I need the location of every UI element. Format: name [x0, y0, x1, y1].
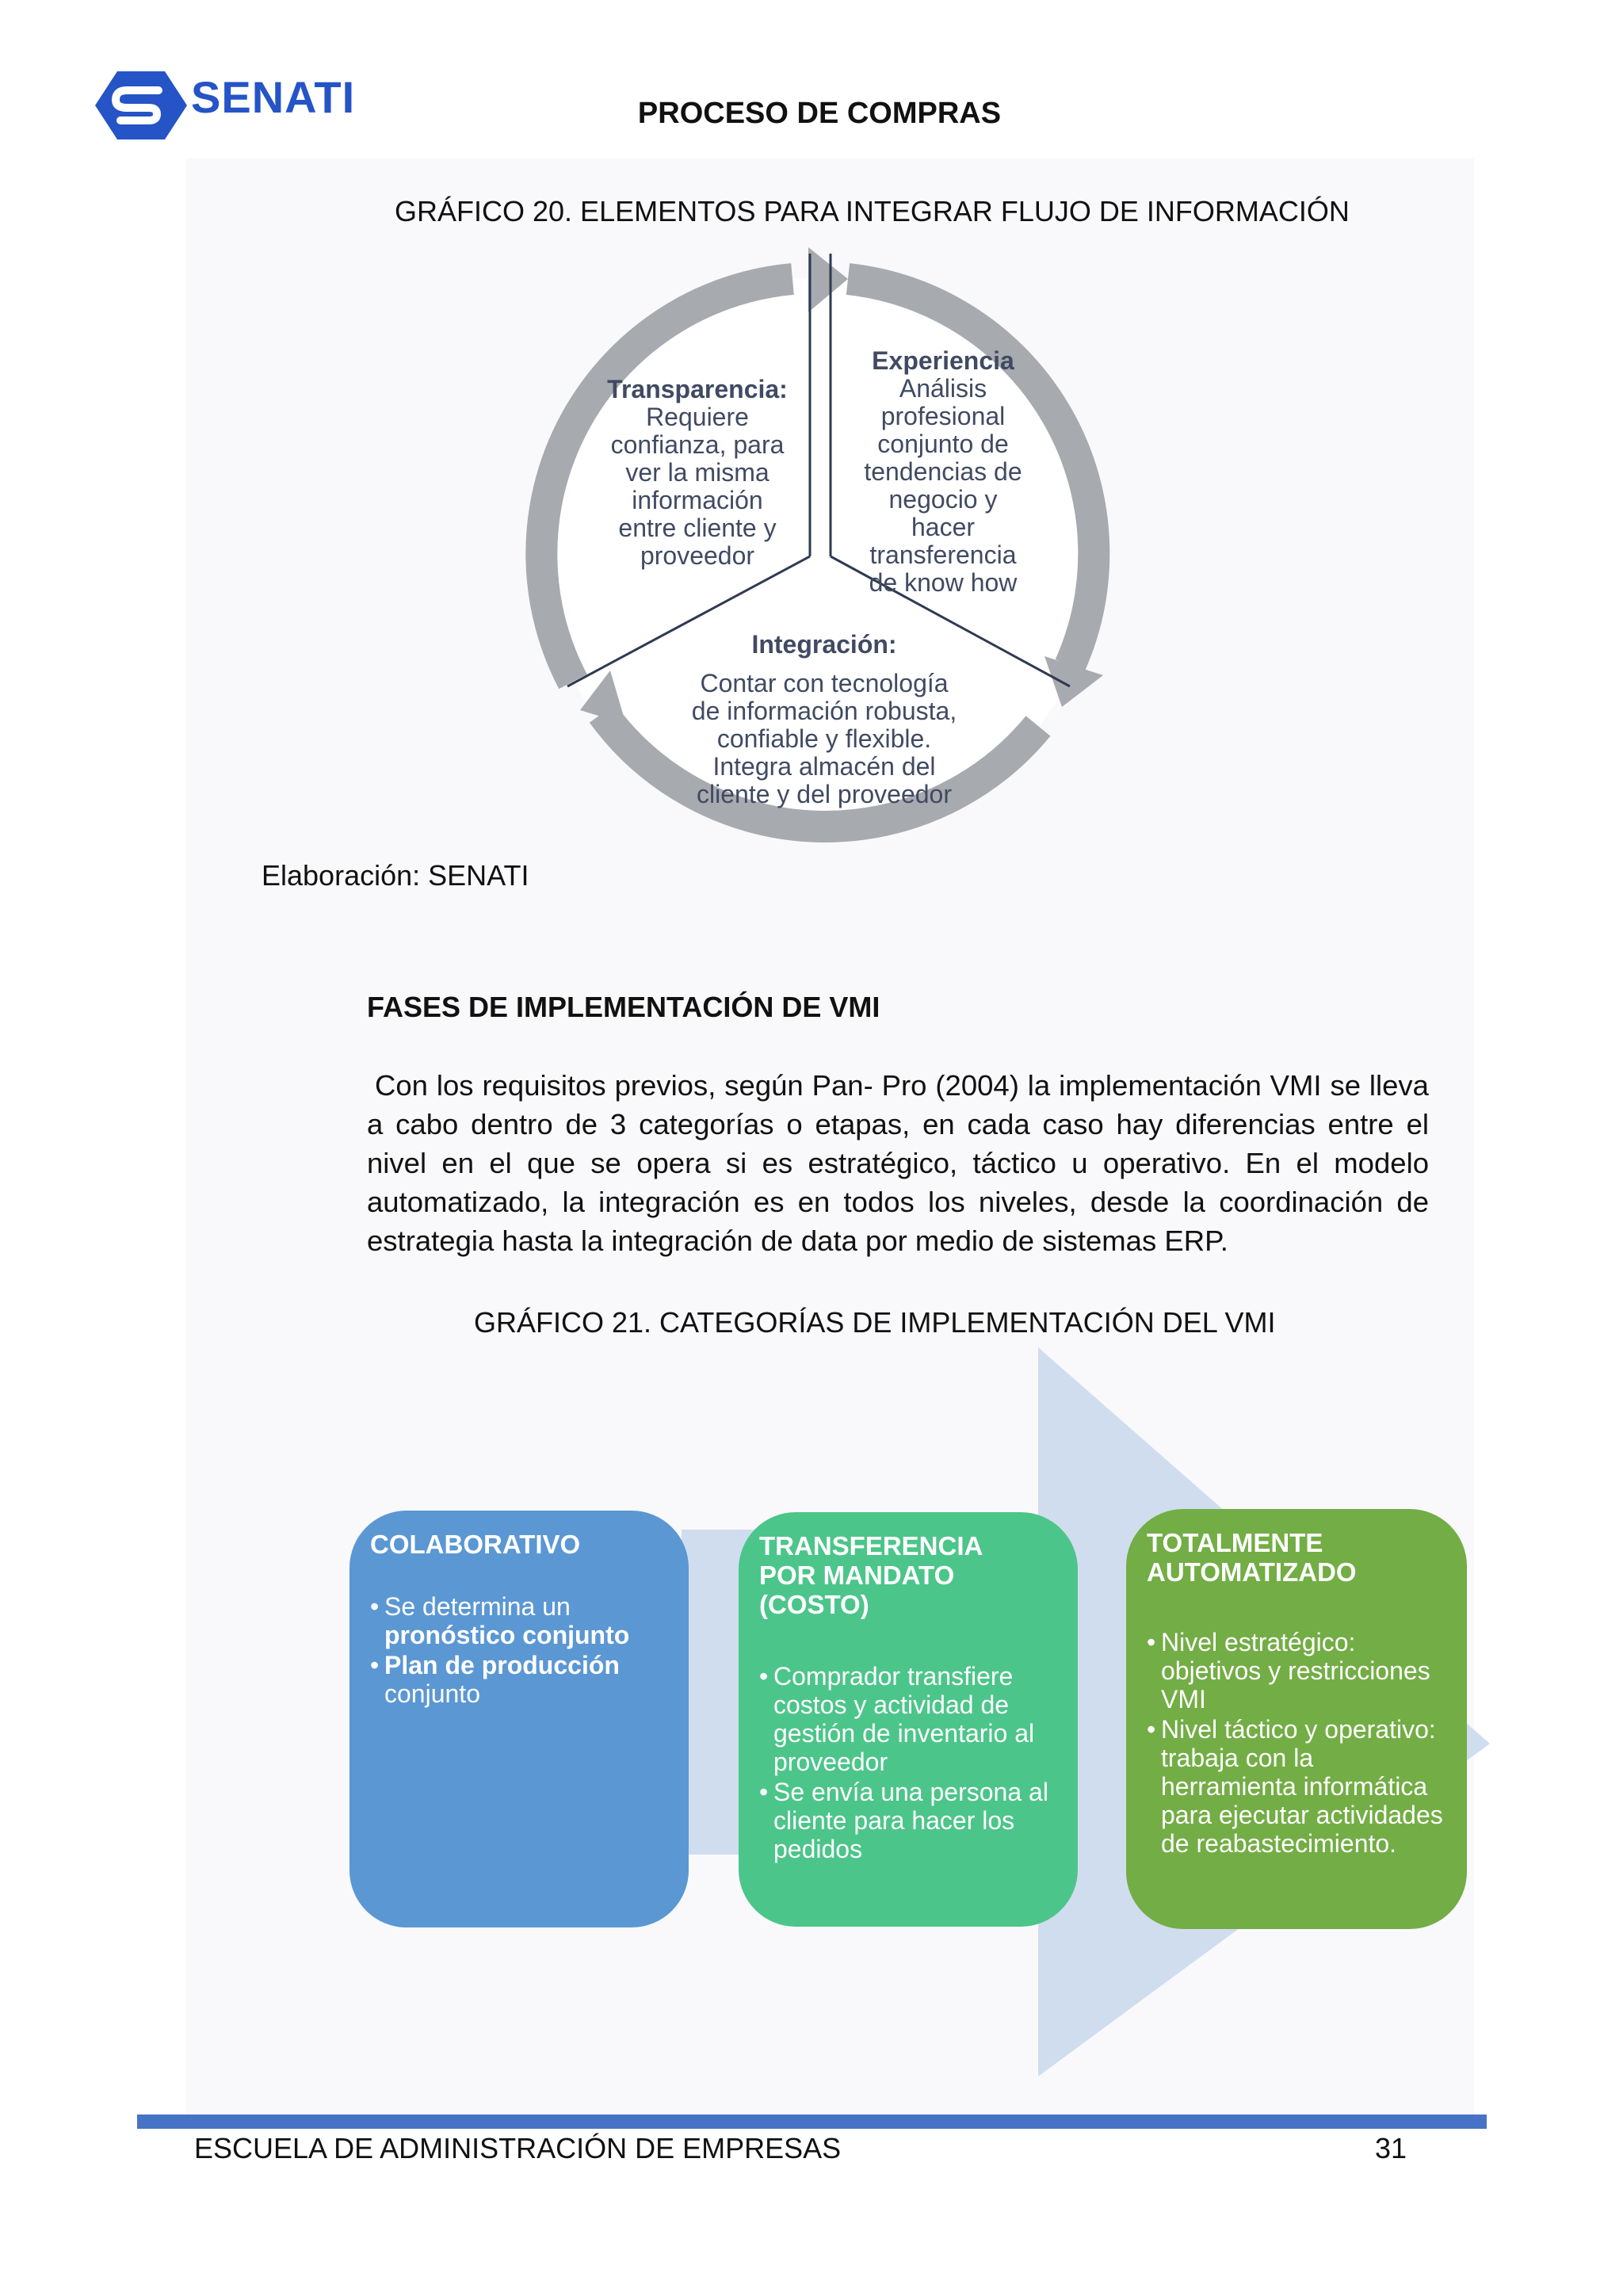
segment-line: confiable y flexible. — [716, 724, 932, 753]
bullet: • — [1147, 1715, 1156, 1744]
segment-line: negocio y — [888, 485, 998, 514]
body-paragraph: Con los requisitos previos, según Pan- Pro (2004) la implementación VMI se lleva a cabo dentro de 3 categorías o etapas, en cada caso hay diferencias entre el nivel en el que se opera si es estratégico, táctico u operativo. En el modelo automatizado, la integración es en todos los niveles, desde la coordinación de estrategia hasta la integración de data por medio de sistemas ERP. — [367, 1069, 1429, 1257]
bullet: • — [759, 1778, 769, 1806]
item-bold-text: pronóstico conjunto — [384, 1621, 630, 1649]
page-header-title: PROCESO DE COMPRAS — [637, 97, 1002, 130]
segment-line: hacer — [911, 513, 976, 541]
segment-line: profesional — [880, 402, 1006, 430]
bullet: • — [1147, 1628, 1156, 1656]
segment-line: cliente y del proveedor — [697, 780, 952, 808]
category-list — [370, 1592, 668, 1708]
segment-transparencia — [586, 376, 808, 570]
page-number: 31 — [1375, 2132, 1407, 2164]
figure-20-credit: Elaboración: SENATI — [262, 859, 529, 892]
category-title: COLABORATIVO — [370, 1530, 581, 1559]
item-text: Nivel estratégico: objetivos y restricciones VMI — [1161, 1628, 1430, 1713]
category-transferencia — [739, 1512, 1078, 1927]
category-list — [759, 1662, 1057, 1863]
item-text: conjunto — [384, 1679, 480, 1708]
list-item — [370, 1592, 668, 1649]
segment-transparencia-title: Transparencia: — [607, 375, 788, 403]
segment-integracion — [666, 631, 983, 808]
segment-line: proveedor — [640, 541, 755, 570]
category-colaborativo — [349, 1511, 689, 1927]
category-title: TOTALMENTE AUTOMATIZADO — [1147, 1528, 1357, 1587]
category-title: TRANSFERENCIA POR MANDATO (COSTO) — [759, 1531, 983, 1619]
list-item — [1147, 1715, 1446, 1858]
figure-20-caption: GRÁFICO 20. ELEMENTOS PARA INTEGRAR FLUJO DE INFORMACIÓN — [395, 195, 1350, 227]
list-item — [370, 1651, 668, 1708]
bullet: • — [370, 1651, 380, 1679]
senati-logo-text: SENATI — [191, 72, 356, 122]
list-item — [1147, 1628, 1446, 1713]
item-text: Comprador transfiere costos y actividad de gestión de inventario al proveedor — [773, 1662, 1035, 1776]
segment-line: Integra almacén del — [712, 752, 936, 781]
segment-integracion-title: Integración: — [751, 630, 897, 659]
segment-line: Análisis — [899, 374, 987, 403]
item-text: Se envía una persona al cliente para hacer los pedidos — [773, 1778, 1048, 1863]
footer-divider — [137, 2115, 1487, 2129]
segment-line: conjunto de — [877, 430, 1009, 458]
segment-experiencia-title: Experiencia — [872, 346, 1014, 375]
segment-line: información — [632, 486, 763, 514]
list-item — [759, 1662, 1057, 1776]
category-automatizado — [1126, 1509, 1467, 1929]
segment-line: ver la misma — [625, 458, 769, 487]
section-heading: FASES DE IMPLEMENTACIÓN DE VMI — [367, 991, 880, 1023]
item-text: Se determina un — [384, 1592, 571, 1621]
bullet: • — [370, 1592, 380, 1621]
category-list — [1147, 1628, 1446, 1858]
segment-line: Contar con tecnología — [700, 669, 949, 697]
segment-line: tendencias de — [864, 457, 1022, 486]
segment-line: de know how — [869, 568, 1018, 597]
segment-line: entre cliente y — [618, 514, 777, 542]
list-item — [759, 1778, 1057, 1863]
segment-experiencia — [840, 347, 1046, 597]
item-bold-text: Plan de producción — [384, 1651, 620, 1679]
figure-21-caption: GRÁFICO 21. CATEGORÍAS DE IMPLEMENTACIÓN DEL VMI — [474, 1306, 1276, 1339]
item-text: Nivel táctico y operativo: trabaja con la herramienta informática para ejecutar actividades de reabastecimiento. — [1161, 1715, 1443, 1858]
segment-line: de información robusta, — [691, 697, 957, 725]
segment-line: Requiere — [646, 403, 749, 431]
segment-line: confianza, para — [610, 430, 785, 459]
segment-line: transferencia — [869, 541, 1017, 569]
footer-school-name: ESCUELA DE ADMINISTRACIÓN DE EMPRESAS — [194, 2132, 842, 2164]
bullet: • — [759, 1662, 769, 1690]
